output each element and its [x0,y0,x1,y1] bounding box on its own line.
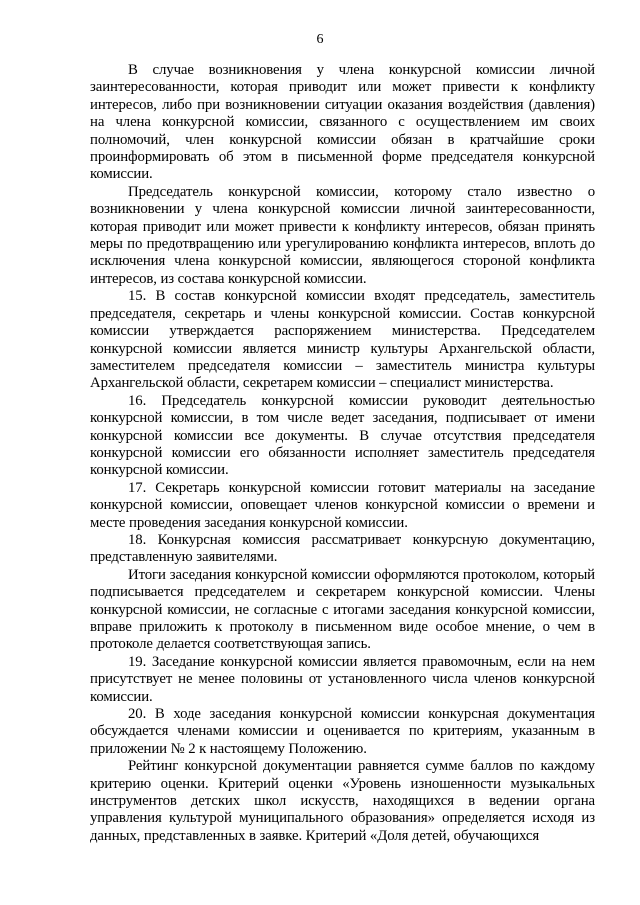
paragraph-results-protocol: Итоги заседания конкурсной комиссии оформляются протоколом, который подписывается председателем и секретарем конкурсной комиссии. Члены конкурсной комиссии, не согласные с итогами заседания конкурсной комиссии, вправе приложить к протоколу в письменном виде особое мнение, о чем в протоколе делается соответствующая запись. [90,566,595,653]
paragraph-15-composition: 15. В состав конкурсной комиссии входят председатель, заместитель председателя, секретарь и члены конкурсной комиссии. Состав конкурсной комиссии утверждается распоряжением министерства. Председателем конкурсной комиссии является министр культуры Архангельской области, заместителем председателя комиссии – заместитель министра культуры Архангельской области, секретарем комиссии – специалист министерства. [90,288,595,392]
paragraph-20-evaluation: 20. В ходе заседания конкурсной комиссии конкурсная документация обсуждается членами комиссии и оценивается по критериям, указанным в приложении № 2 к настоящему Положению. [90,706,595,757]
paragraph-chair-measures: Председатель конкурсной комиссии, которому стало известно о возникновении у члена конкурсной комиссии личной заинтересованности, которая приводит или может привести к конфликту интересов, обязан принять меры по предотвращению или урегулированию конфликта интересов, вплоть до исключения члена конкурсной комиссии, являющегося стороной конфликта интересов, из состава конкурсной комиссии. [90,183,595,287]
document-body [90,62,595,845]
paragraph-17-secretary: 17. Секретарь конкурсной комиссии готовит материалы на заседание конкурсной комиссии, оповещает членов конкурсной комиссии о времени и месте проведения заседания конкурсной комиссии. [90,479,595,531]
paragraph-rating: Рейтинг конкурсной документации равняется сумме баллов по каждому критерию оценки. Критерий оценки «Уровень изношенности музыкальных инструментов детских школ искусств, находящихся в ведении органа управления культурой муниципального образования» определяется исходя из данных, представленных в заявке. Критерий «Доля детей, обучающихся [90,758,595,844]
paragraph-19-quorum: 19. Заседание конкурсной комиссии является правомочным, если на нем присутствует не менее половины от установленного числа членов конкурсной комиссии. [90,653,595,705]
paragraph-18-review: 18. Конкурсная комиссия рассматривает конкурсную документацию, представленную заявителями. [90,531,595,566]
page-number: 6 [316,32,324,47]
paragraph-conflict-notice: В случае возникновения у члена конкурсной комиссии личной заинтересованности, которая приводит или может привести к конфликту интересов, либо при возникновении ситуации оказания воздействия (давления) на члена конкурсной комиссии, связанного с осуществлением им своих полномочий, член конкурсной комиссии обязан в кратчайшие сроки проинформировать об этом в письменной форме председателя конкурсной комиссии. [90,62,595,183]
paragraph-16-chair-duties: 16. Председатель конкурсной комиссии руководит деятельностью конкурсной комиссии, в том числе ведет заседания, подписывает от имени конкурсной комиссии все документы. В случае отсутствия председателя конкурсной комиссии его обязанности исполняет заместитель председателя конкурсной комиссии. [90,392,595,479]
